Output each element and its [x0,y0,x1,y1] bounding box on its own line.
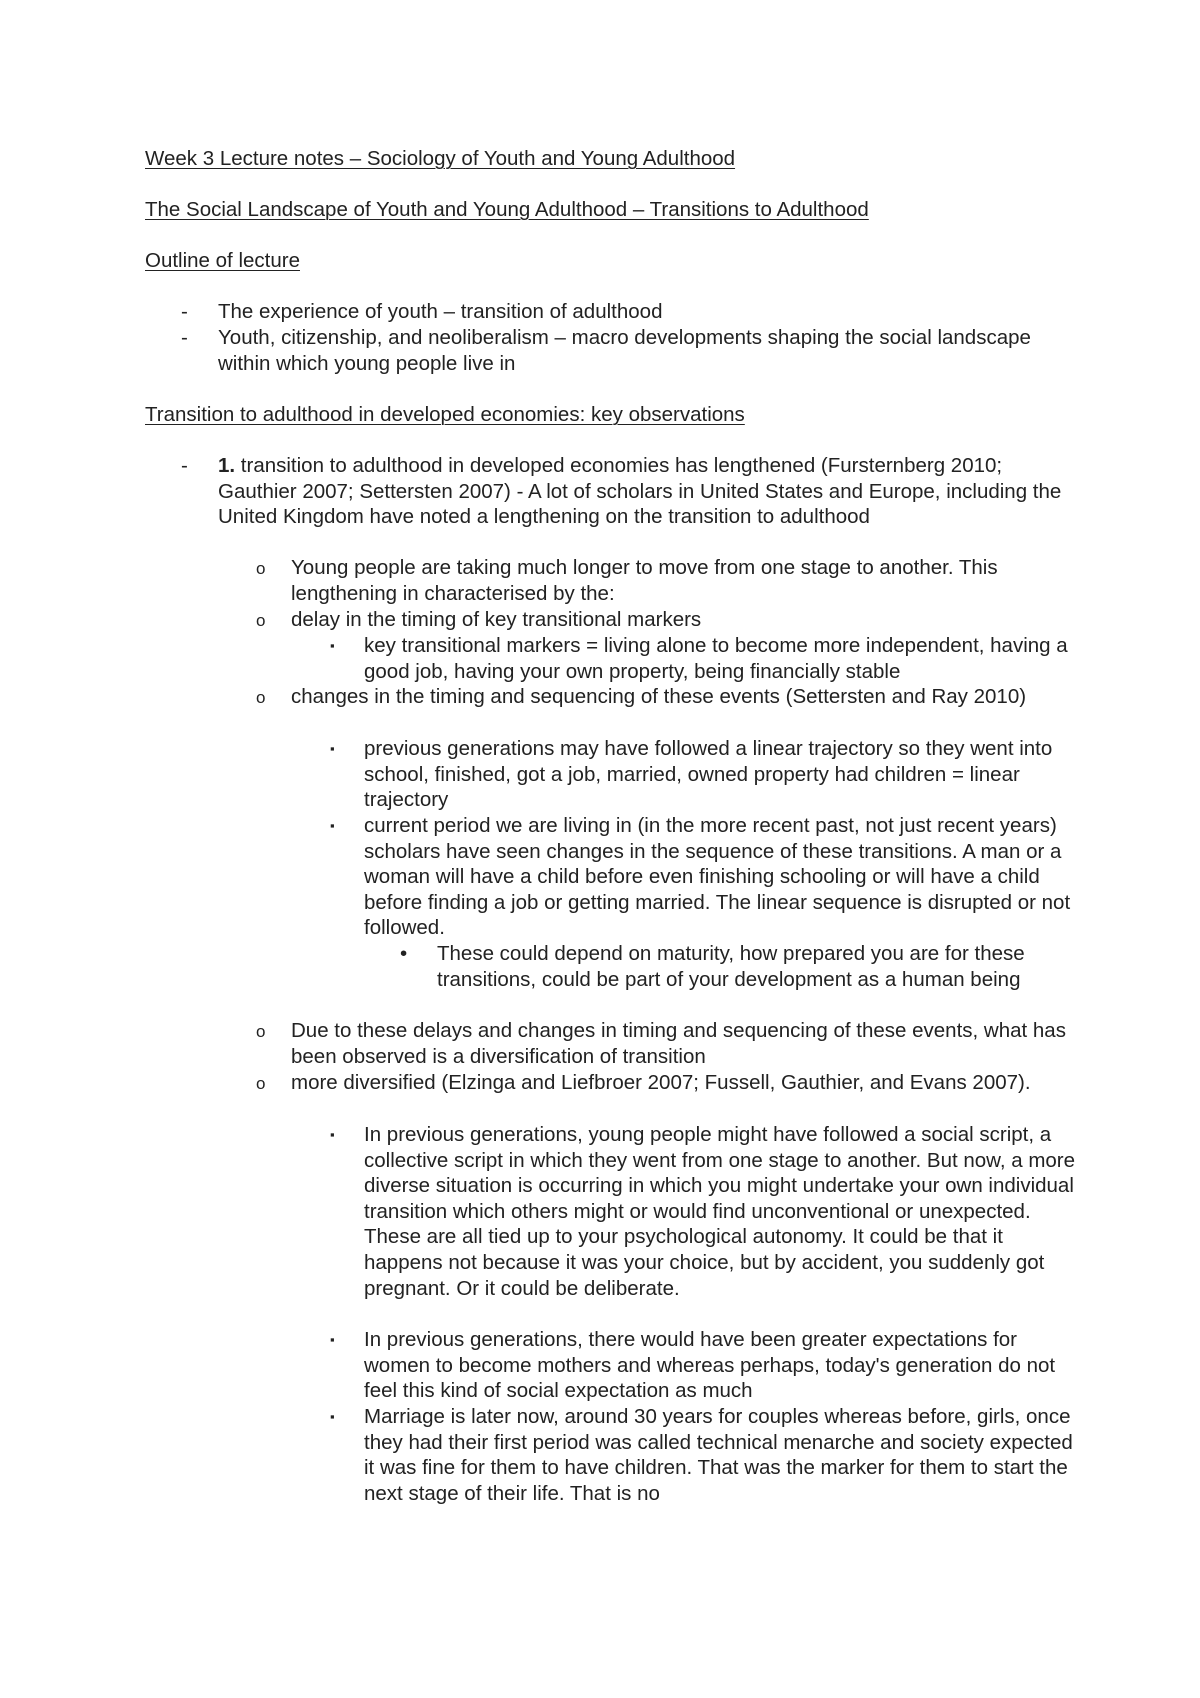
square-bullet: ▪ [330,818,335,833]
document-subtitle: The Social Landscape of Youth and Young Adulthood – Transitions to Adulthood [145,198,869,221]
observation-text: transition to adulthood in developed economies has lengthened (Fursternberg 2010; Gauthier 2007; Settersten 2007) - A lot of scholars in United States and Europe, including the United Kingdom have noted a lengthening on the transition to adulthood [218,454,1062,529]
circle-bullet: o [256,559,266,578]
dot-bullet: • [400,942,408,965]
circle-bullet: o [256,1022,266,1041]
sub-sub-sub-item: These could depend on maturity, how prepared you are for these transitions, could be part of your development as a human being [437,942,1025,991]
square-bullet: ▪ [330,1332,335,1347]
sub-sub-item: key transitional markers = living alone to become more independent, having a good job, having your own property, being financially stable [364,634,1068,683]
dash-bullet: - [181,326,188,349]
square-bullet: ▪ [330,741,335,756]
outline-item: Youth, citizenship, and neoliberalism – macro developments shaping the social landscape within which young people live in [218,326,1031,375]
observation-number: 1. [218,454,236,477]
sub-sub-item: previous generations may have followed a linear trajectory so they went into school, finished, got a job, married, owned property had children = linear trajectory [364,737,1053,812]
section-heading: Transition to adulthood in developed economies: key observations [145,403,745,426]
sub-item: Due to these delays and changes in timing and sequencing of these events, what has been observed is a diversification of transition [291,1019,1066,1068]
dash-bullet: - [181,454,188,477]
circle-bullet: o [256,611,266,630]
circle-bullet: o [256,688,266,707]
sub-item: delay in the timing of key transitional markers [291,608,702,631]
sub-sub-item: In previous generations, young people might have followed a social script, a collective script in which they went from one stage to another. But now, a more diverse situation is occurring in which you might undertake your own individual transition which others might or would find unconventional or unexpected. These are all tied up to your psychological autonomy. It could be that it happens not because it was your choice, but by accident, you suddenly got pregnant. Or it could be deliberate. [364,1123,1076,1300]
outline-item: The experience of youth – transition of adulthood [218,300,663,323]
sub-sub-item: current period we are living in (in the more recent past, not just recent years) scholars have seen changes in the sequence of these transitions. A man or a woman will have a child before even finishing schooling or will have a child before finding a job or getting married. The linear sequence is disrupted or not followed. [364,814,1071,940]
square-bullet: ▪ [330,1127,335,1142]
sub-sub-item: Marriage is later now, around 30 years for couples whereas before, girls, once they had their first period was called technical menarche and society expected it was fine for them to have children. That was the marker for them to start the next stage of their life. That is no [364,1405,1073,1505]
observation-item [218,453,1078,530]
sub-item: changes in the timing and sequencing of these events (Settersten and Ray 2010) [291,685,1027,708]
sub-item: Young people are taking much longer to move from one stage to another. This lengthening in characterised by the: [291,556,998,605]
square-bullet: ▪ [330,638,335,653]
dash-bullet: - [181,300,188,323]
outline-heading: Outline of lecture [145,249,300,272]
sub-sub-item: In previous generations, there would have been greater expectations for women to become mothers and whereas perhaps, today's generation do not feel this kind of social expectation as much [364,1328,1056,1403]
document-title: Week 3 Lecture notes – Sociology of Youth and Young Adulthood [145,147,736,170]
square-bullet: ▪ [330,1409,335,1424]
sub-item: more diversified (Elzinga and Liefbroer 2007; Fussell, Gauthier, and Evans 2007). [291,1071,1031,1094]
circle-bullet: o [256,1074,266,1093]
